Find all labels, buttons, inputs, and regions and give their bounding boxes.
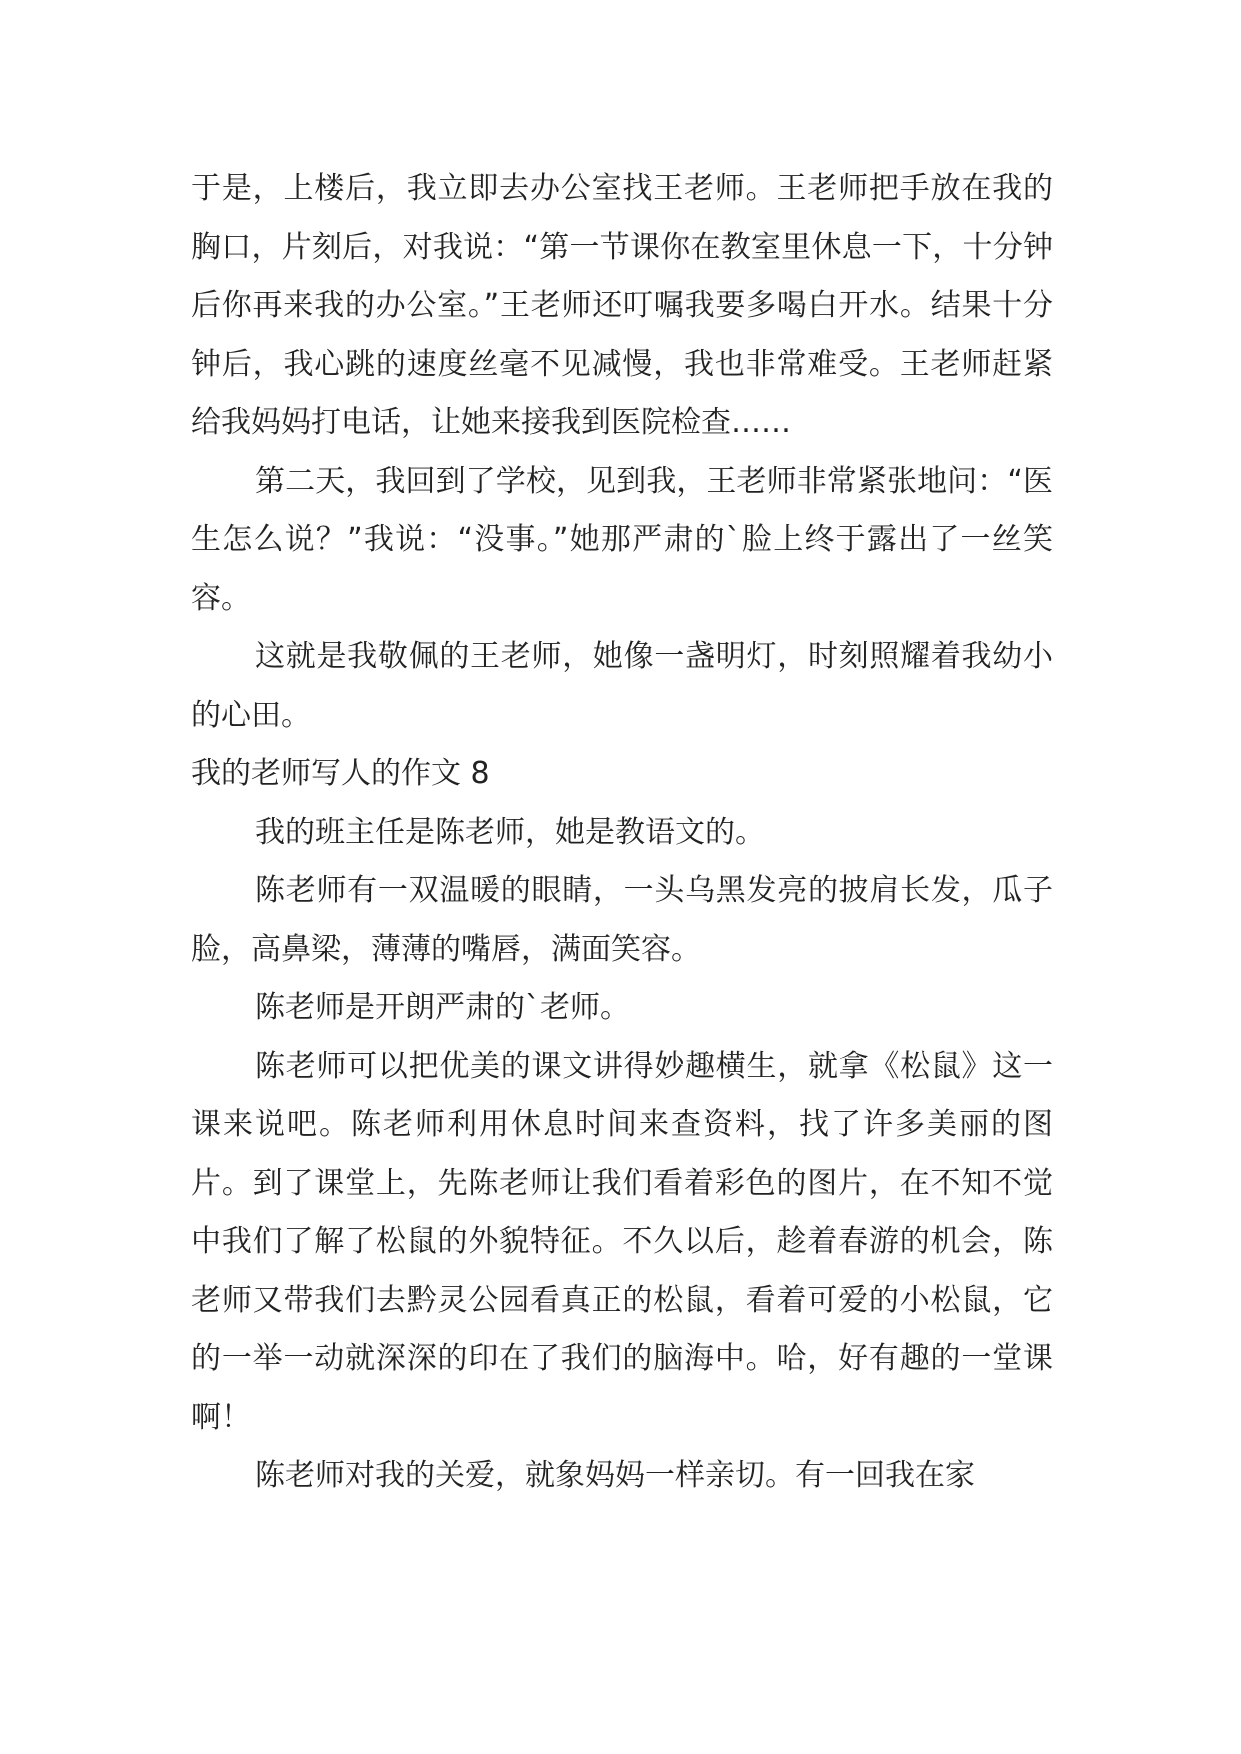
paragraph: 陈老师可以把优美的课文讲得妙趣横生，就拿《松鼠》这一课来说吧。陈老师利用休息时间来查资料，找了许多美丽的图片。到了课堂上，先陈老师让我们看着彩色的图片，在不知不觉中我们了解了松鼠的外貌特征。不久以后，趁着春游的机会，陈老师又带我们去黔灵公园看真正的松鼠，看着可爱的小松鼠，它的一举一动就深深的印在了我们的脑海中。哈，好有趣的一堂课啊！ [191, 1048, 1053, 1435]
paragraph: 这就是我敬佩的王老师，她像一盏明灯，时刻照耀着我幼小的心田。 [191, 639, 1053, 733]
essay-title: 我的老师写人的作文 8 [191, 756, 490, 791]
paragraph: 我的班主任是陈老师，她是教语文的。 [255, 814, 765, 850]
paragraph: 陈老师对我的关爱，就象妈妈一样亲切。有一回我在家 [255, 1458, 975, 1493]
paragraph-continuation: 于是，上楼后，我立即去办公室找王老师。王老师把手放在我的胸口，片刻后，对我说：“第一节课你在教室里休息一下，十分钟后你再来我的办公室。”王老师还叮嘱我要多喝白开水。结果十分钟后，我心跳的速度丝毫不见减慢，我也非常难受。王老师赶紧给我妈妈打电话，让她来接我到医院检查…… [191, 171, 1053, 440]
paragraph: 陈老师是开朗严肃的`老师。 [255, 990, 630, 1025]
paragraph: 第二天，我回到了学校，见到我，王老师非常紧张地问：“医生怎么说？”我说：“没事。”她那严肃的`脸上终于露出了一丝笑容。 [191, 463, 1053, 616]
essay-body [191, 160, 1053, 1506]
paragraph: 陈老师有一双温暖的眼睛，一头乌黑发亮的披肩长发，瓜子脸，高鼻梁，薄薄的嘴唇，满面笑容。 [191, 873, 1053, 967]
